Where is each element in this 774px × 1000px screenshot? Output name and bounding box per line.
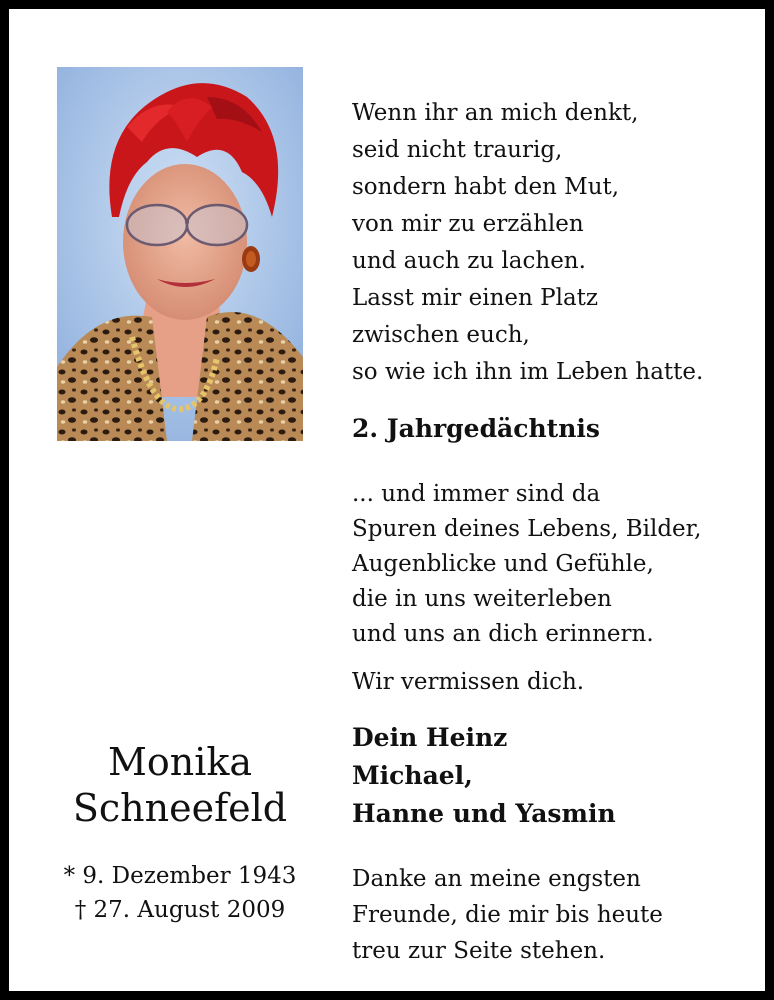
miss-you-text: Wir vermissen dich.: [352, 669, 585, 695]
thanks-line: treu zur Seite stehen.: [352, 938, 606, 964]
thanks-line: Danke an meine engsten: [352, 866, 641, 892]
poem-line: von mir zu erzählen: [352, 211, 584, 237]
portrait-photo: [57, 67, 303, 441]
poem-line: zwischen euch,: [352, 322, 530, 348]
quote-line: und uns an dich erinnern.: [352, 621, 654, 647]
first-name: Monika: [107, 740, 253, 784]
deceased-name: [57, 739, 303, 831]
memorial-quote: [352, 477, 701, 652]
life-dates: [57, 859, 303, 927]
quote-line: Spuren deines Lebens, Bilder,: [352, 516, 702, 542]
quote-line: ... und immer sind da: [352, 481, 601, 507]
last-name: Schneefeld: [72, 786, 288, 830]
poem-line: seid nicht traurig,: [352, 137, 563, 163]
quote-line: die in uns weiterleben: [352, 586, 612, 612]
thanks-note: [352, 861, 663, 969]
family-line: Dein Heinz: [352, 723, 508, 752]
poem-line: und auch zu lachen.: [352, 248, 586, 274]
poem-line: Lasst mir einen Platz: [352, 285, 599, 311]
thanks-line: Freunde, die mir bis heute: [352, 902, 663, 928]
poem-line: Wenn ihr an mich denkt,: [352, 100, 639, 126]
poem: [352, 95, 703, 391]
poem-line: so wie ich ihn im Leben hatte.: [352, 359, 704, 385]
birth-date: * 9. Dezember 1943: [63, 863, 297, 889]
anniversary-heading: 2. Jahrgedächtnis: [352, 414, 600, 443]
quote-line: Augenblicke und Gefühle,: [352, 551, 654, 577]
poem-line: sondern habt den Mut,: [352, 174, 620, 200]
family-line: Hanne und Yasmin: [352, 799, 616, 828]
family-signature: [352, 719, 616, 833]
family-line: Michael,: [352, 761, 473, 790]
death-date: † 27. August 2009: [74, 897, 286, 923]
